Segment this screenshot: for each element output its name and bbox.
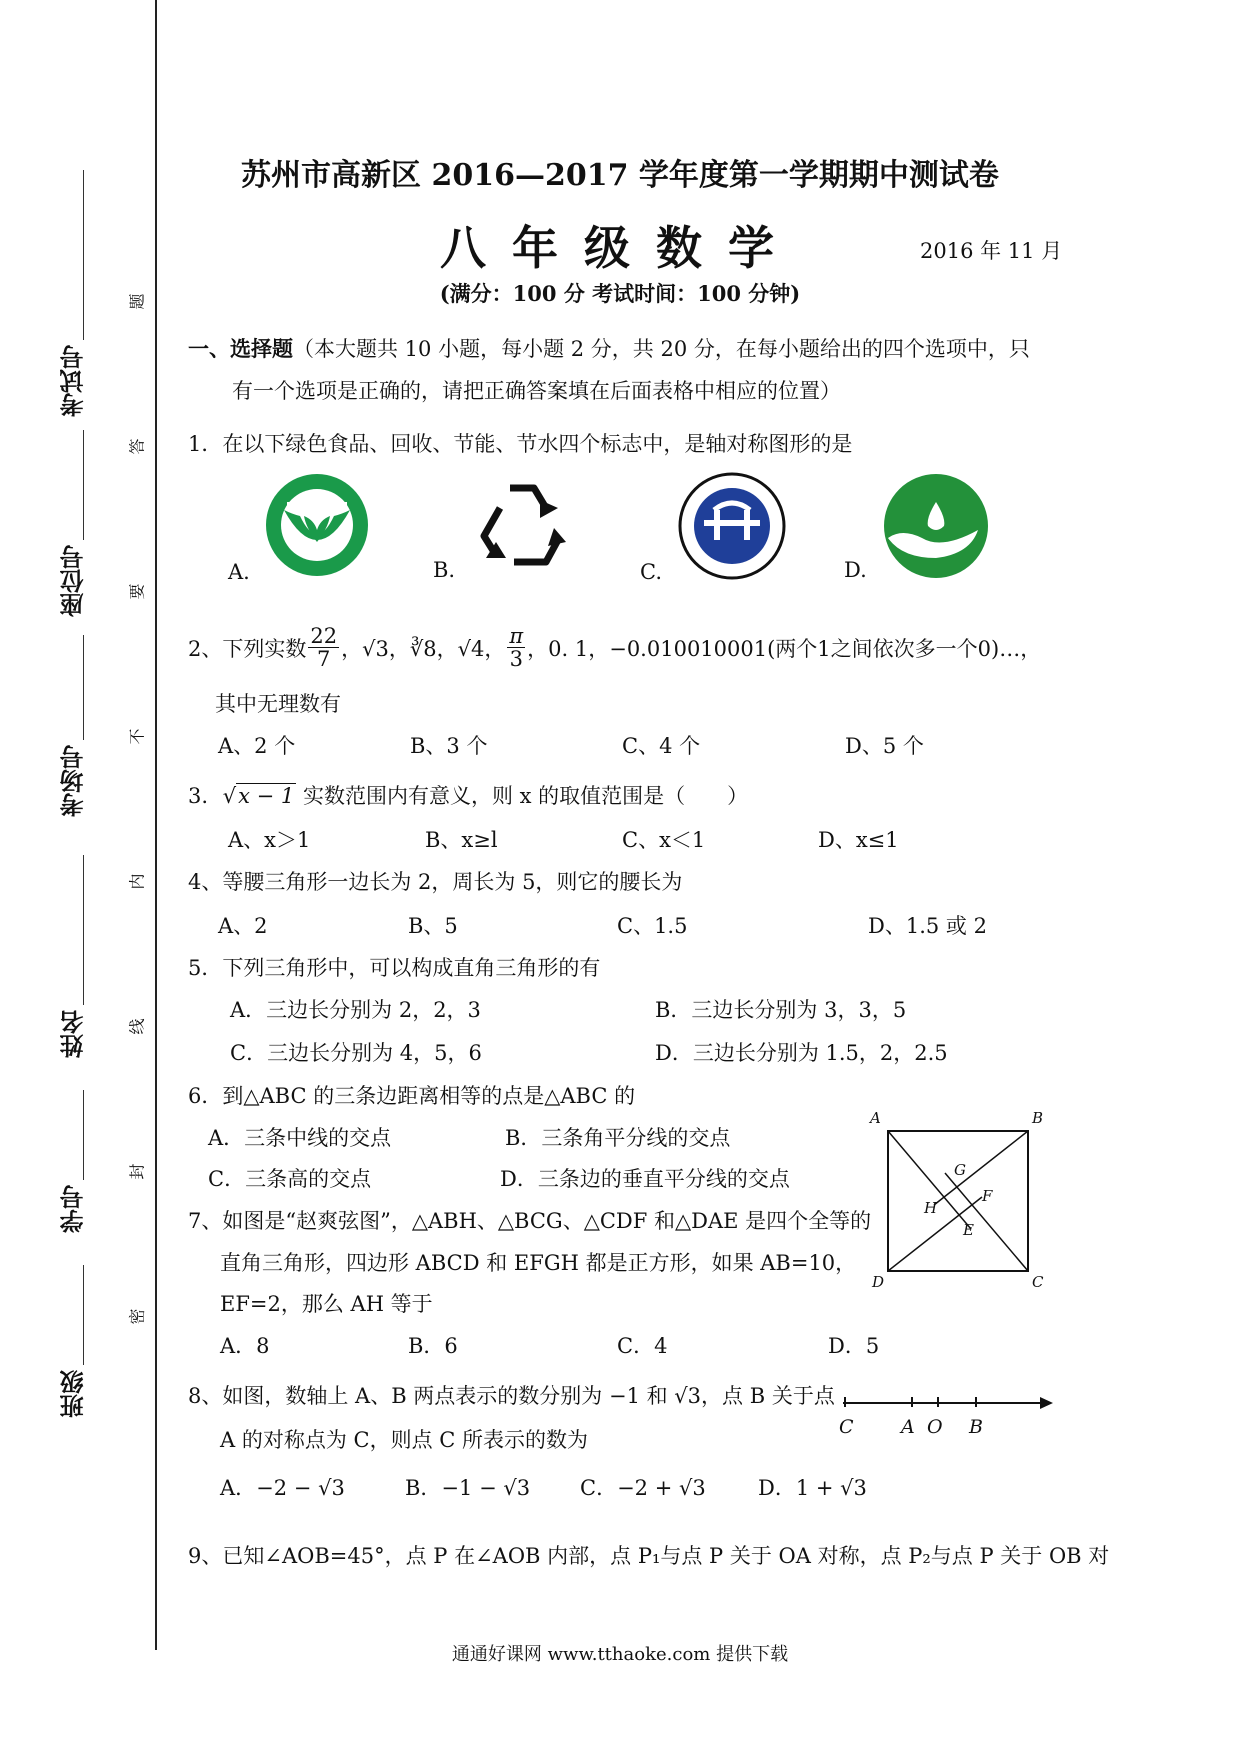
vertex-c: C xyxy=(1032,1273,1044,1291)
q7-option-a: A．8 xyxy=(220,1334,270,1358)
vertex-e: E xyxy=(963,1221,974,1239)
field-class: 班级 xyxy=(60,1370,88,1418)
q6-option-b: B．三条角平分线的交点 xyxy=(505,1126,731,1150)
q1-label-a: A. xyxy=(228,560,250,584)
q2-option-b: B、3 个 xyxy=(410,734,488,758)
energy-saving-logo-icon xyxy=(676,470,788,582)
field-name: 姓名 xyxy=(60,1010,88,1058)
q2-suffix: ，0. 1，−0.010010001(两个1之间依次多一个0)…， xyxy=(527,636,1042,661)
section-desc: （本大题共 10 小题，每小题 2 分，共 20 分，在每小题给出的四个选项中，只 xyxy=(293,337,1030,361)
q8-option-d: D．1 + √3 xyxy=(758,1476,867,1500)
q2-prefix: 2、下列实数 xyxy=(188,636,307,661)
q9-line1: 9、已知∠AOB=45°，点 P 在∠AOB 内部，点 P₁与点 P 关于 OA 对称，点 P₂与点 P 关于 OB 对 xyxy=(188,1544,1110,1568)
q5-option-b: B．三边长分别为 3，3，5 xyxy=(655,998,907,1022)
field-seat-number: 座位号 xyxy=(60,545,88,617)
q1-stem: 1．在以下绿色食品、回收、节能、节水四个标志中，是轴对称图形的是 xyxy=(188,432,853,456)
section-desc-2: 有一个选项是正确的，请把正确答案填在后面表格中相应的位置） xyxy=(232,379,841,403)
q6-option-d: D．三条边的垂直平分线的交点 xyxy=(500,1167,790,1191)
field-line xyxy=(83,855,84,1005)
field-room-number: 考场号 xyxy=(60,745,88,817)
q1-label-c: C. xyxy=(640,560,662,584)
q5-option-d: D．三边长分别为 1.5，2，2.5 xyxy=(655,1041,948,1065)
field-exam-number: 考试号 xyxy=(60,345,88,417)
q7-option-b: B．6 xyxy=(408,1334,458,1358)
q7-line2: 直角三角形，四边形 ABCD 和 EFGH 都是正方形，如果 AB=10， xyxy=(220,1251,857,1275)
seal-char: 密 xyxy=(127,1308,147,1325)
axis-label-c: C xyxy=(839,1416,854,1438)
axis-label-a: A xyxy=(901,1416,915,1438)
axis-label-o: O xyxy=(927,1416,943,1438)
seal-char: 答 xyxy=(127,438,147,455)
q1-label-d: D. xyxy=(844,558,867,582)
exam-meta: (满分：100 分 考试时间：100 分钟) xyxy=(439,281,801,306)
green-food-logo-icon xyxy=(262,470,372,580)
seal-char: 要 xyxy=(127,583,147,600)
seal-char: 内 xyxy=(127,873,147,890)
fraction-denominator: 3 xyxy=(509,647,523,672)
seal-char: 线 xyxy=(127,1018,147,1035)
fraction-numerator: π xyxy=(509,624,524,648)
fraction-22-7 xyxy=(308,625,339,670)
binding-line xyxy=(155,0,157,1650)
field-line xyxy=(83,170,84,340)
q3-option-b: B、x≥l xyxy=(425,828,498,852)
q5-stem: 5．下列三角形中，可以构成直角三角形的有 xyxy=(188,956,601,980)
q4-option-a: A、2 xyxy=(218,914,268,938)
vertex-g: G xyxy=(954,1161,966,1179)
q5-option-c: C．三边长分别为 4，5，6 xyxy=(230,1041,482,1065)
vertex-b: B xyxy=(1032,1109,1044,1127)
page-footer: 通通好课网 www.tthaoke.com 提供下载 xyxy=(451,1644,789,1665)
exam-date: 2016 年 11 月 xyxy=(920,239,1063,263)
q6-option-c: C．三条高的交点 xyxy=(208,1167,372,1191)
q7-zhaoshuang-figure xyxy=(860,1105,1050,1295)
q3-text: 实数范围内有意义，则 x 的取值范围是（ ） xyxy=(302,784,749,808)
field-line xyxy=(83,635,84,740)
recycle-logo-icon xyxy=(470,478,574,576)
q2-mid: ，√3，∛8，√4， xyxy=(341,636,506,661)
q7-option-c: C．4 xyxy=(617,1334,668,1358)
q7-option-d: D．5 xyxy=(828,1334,880,1358)
field-student-number: 学号 xyxy=(60,1185,88,1233)
q2-stem xyxy=(188,625,1041,670)
axis-label-b: B xyxy=(969,1416,983,1438)
q3-stem xyxy=(188,780,748,810)
q6-stem: 6．到△ABC 的三条边距离相等的点是△ABC 的 xyxy=(188,1084,636,1108)
q3-prefix: 3. xyxy=(188,784,209,808)
water-saving-logo-icon xyxy=(882,472,990,580)
q1-label-b: B. xyxy=(433,558,456,582)
q3-option-d: D、x≤1 xyxy=(818,828,899,852)
vertex-f: F xyxy=(982,1187,993,1205)
vertex-d: D xyxy=(872,1273,885,1291)
seal-char: 题 xyxy=(127,293,147,310)
field-line xyxy=(83,1090,84,1180)
seal-char: 封 xyxy=(127,1163,147,1180)
radical-expression: x − 1 xyxy=(238,784,295,808)
field-line xyxy=(83,1265,84,1365)
q2-option-a: A、2 个 xyxy=(218,734,296,758)
q3-option-a: A、x＞1 xyxy=(228,828,311,852)
q4-option-c: C、1.5 xyxy=(617,914,688,938)
section-heading-line xyxy=(188,333,1030,363)
q2-option-c: C、4 个 xyxy=(622,734,701,758)
q4-option-d: D、1.5 或 2 xyxy=(868,914,987,938)
q8-option-a: A．−2 − √3 xyxy=(220,1476,345,1500)
vertex-a: A xyxy=(870,1109,881,1127)
q4-option-b: B、5 xyxy=(408,914,458,938)
exam-title: 苏州市高新区 2016—2017 学年度第一学期期中测试卷 xyxy=(241,158,999,193)
subject-title: 八年级数学 xyxy=(440,221,800,275)
fraction-denominator: 7 xyxy=(317,647,331,672)
q7-line1: 7、如图是“赵爽弦图”，△ABH、△BCG、△CDF 和△DAE 是四个全等的 xyxy=(188,1209,872,1233)
q2-line2: 其中无理数有 xyxy=(215,692,341,716)
q2-option-d: D、5 个 xyxy=(845,734,924,758)
q4-stem: 4、等腰三角形一边长为 2，周长为 5，则它的腰长为 xyxy=(188,870,683,894)
radical-sign: √ xyxy=(222,784,237,808)
q8-number-line xyxy=(835,1385,1055,1445)
q8-line1: 8、如图，数轴上 A、B 两点表示的数分别为 −1 和 √3，点 B 关于点 xyxy=(188,1384,835,1408)
q3-option-c: C、x＜1 xyxy=(622,828,706,852)
section-heading: 一、选择题 xyxy=(188,336,293,361)
vertex-h: H xyxy=(924,1199,938,1217)
fraction-numerator: 22 xyxy=(310,624,338,648)
q7-line3: EF=2，那么 AH 等于 xyxy=(220,1292,433,1316)
q8-option-c: C．−2 + √3 xyxy=(580,1476,706,1500)
q8-option-b: B．−1 − √3 xyxy=(405,1476,531,1500)
field-line xyxy=(83,430,84,540)
fraction-pi-3 xyxy=(507,625,525,670)
seal-char: 不 xyxy=(127,728,147,745)
q5-option-a: A．三边长分别为 2，2，3 xyxy=(230,998,481,1022)
q8-line2: A 的对称点为 C，则点 C 所表示的数为 xyxy=(220,1428,589,1452)
q6-option-a: A．三条中线的交点 xyxy=(208,1126,392,1150)
